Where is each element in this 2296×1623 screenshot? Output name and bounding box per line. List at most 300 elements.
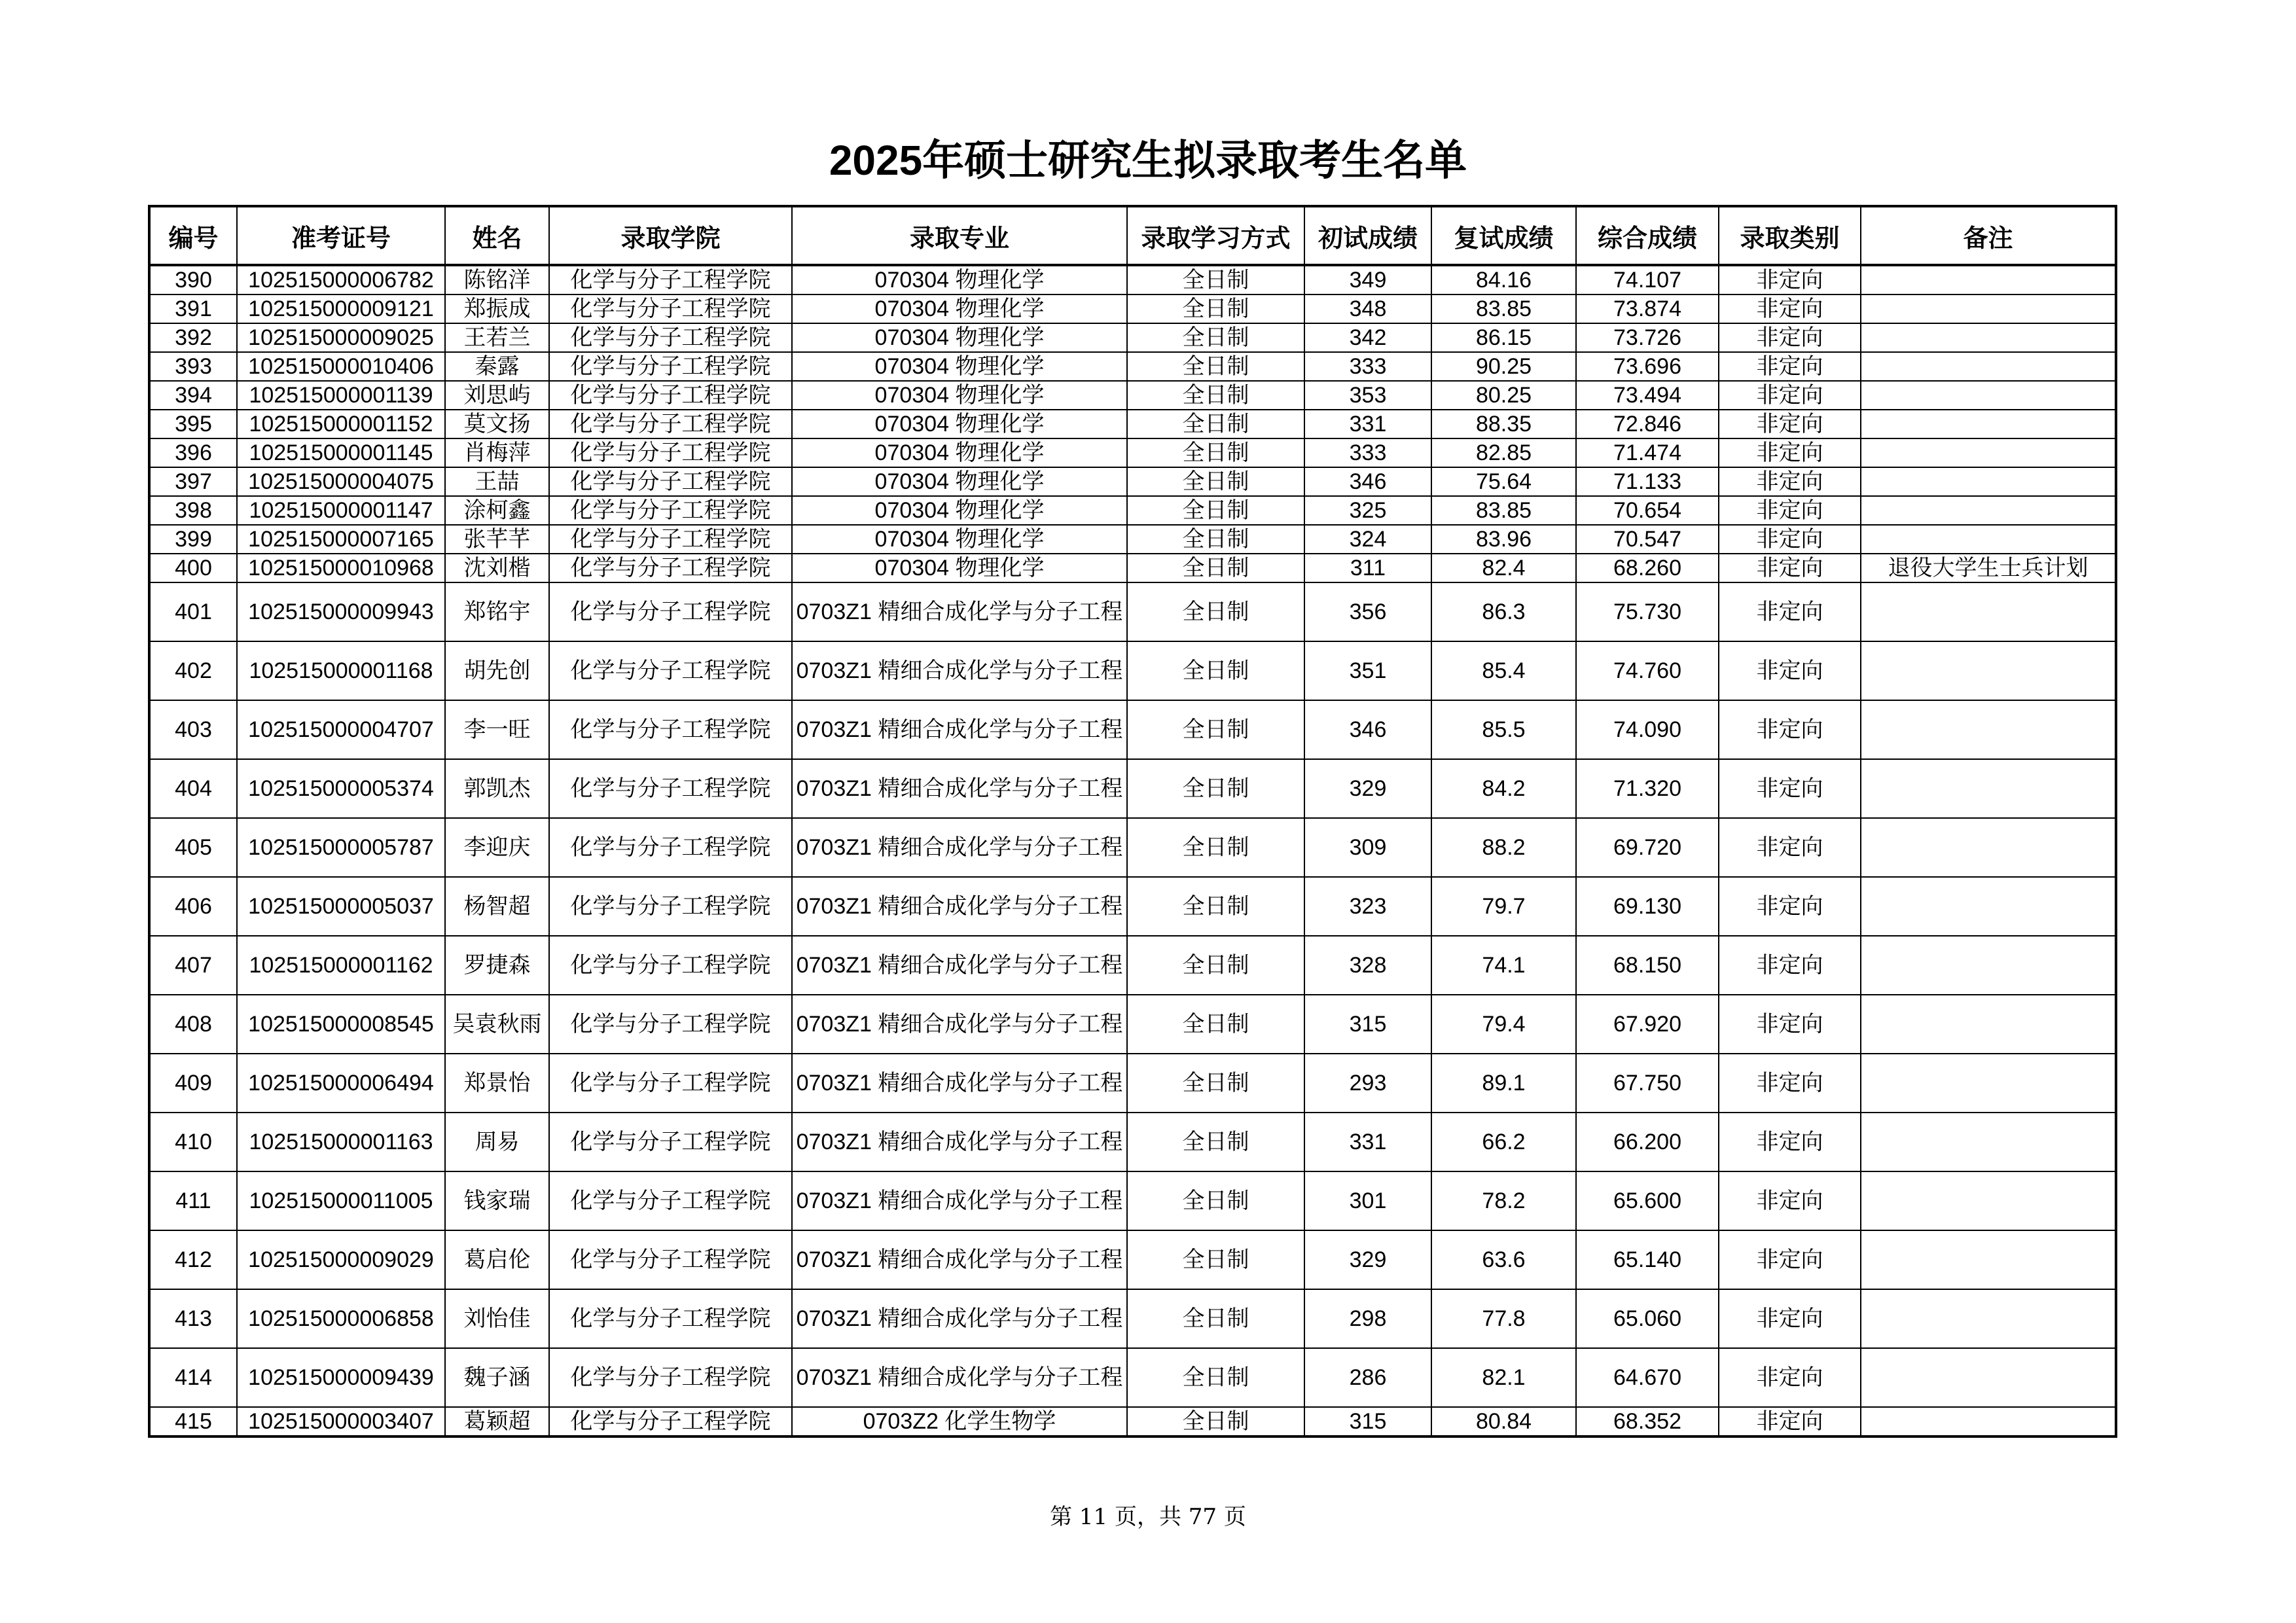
cell-note [1861,265,2116,294]
cell-study-mode: 全日制 [1127,1407,1304,1436]
table-row [149,1230,2116,1289]
cell-total-score: 71.133 [1576,467,1719,496]
cell-study-mode: 全日制 [1127,323,1304,352]
cell-name: 刘怡佳 [445,1289,549,1348]
cell-total-score: 65.140 [1576,1230,1719,1289]
cell-initial-score: 356 [1304,582,1431,641]
cell-total-score: 64.670 [1576,1348,1719,1407]
cell-name: 刘思屿 [445,381,549,410]
cell-no: 415 [149,1407,237,1436]
cell-total-score: 65.060 [1576,1289,1719,1348]
cell-total-score: 70.547 [1576,525,1719,554]
header-major: 录取专业 [792,206,1127,265]
table-row [149,525,2116,554]
cell-no: 394 [149,381,237,410]
cell-no: 400 [149,554,237,582]
cell-category: 非定向 [1719,323,1861,352]
table-row [149,496,2116,525]
cell-initial-score: 329 [1304,1230,1431,1289]
cell-no: 398 [149,496,237,525]
cell-study-mode: 全日制 [1127,877,1304,936]
table-row [149,381,2116,410]
cell-total-score: 71.474 [1576,438,1719,467]
cell-total-score: 74.107 [1576,265,1719,294]
cell-major: 0703Z1 精细合成化学与分子工程 [792,1054,1127,1113]
cell-major: 0703Z1 精细合成化学与分子工程 [792,818,1127,877]
cell-total-score: 67.750 [1576,1054,1719,1113]
cell-college: 化学与分子工程学院 [549,1289,792,1348]
header-category: 录取类别 [1719,206,1861,265]
cell-study-mode: 全日制 [1127,265,1304,294]
cell-study-mode: 全日制 [1127,294,1304,323]
cell-no: 413 [149,1289,237,1348]
cell-category: 非定向 [1719,877,1861,936]
cell-retest-score: 75.64 [1431,467,1576,496]
header-retest-score: 复试成绩 [1431,206,1576,265]
cell-initial-score: 315 [1304,1407,1431,1436]
cell-category: 非定向 [1719,554,1861,582]
cell-college: 化学与分子工程学院 [549,554,792,582]
cell-college: 化学与分子工程学院 [549,1407,792,1436]
cell-name: 李一旺 [445,700,549,759]
table-row [149,554,2116,582]
cell-major: 0703Z1 精细合成化学与分子工程 [792,759,1127,818]
cell-major: 0703Z1 精细合成化学与分子工程 [792,700,1127,759]
cell-total-score: 68.260 [1576,554,1719,582]
cell-category: 非定向 [1719,1348,1861,1407]
cell-no: 403 [149,700,237,759]
cell-study-mode: 全日制 [1127,410,1304,438]
cell-initial-score: 301 [1304,1171,1431,1230]
cell-note [1861,381,2116,410]
cell-college: 化学与分子工程学院 [549,995,792,1054]
cell-retest-score: 88.2 [1431,818,1576,877]
table-row [149,759,2116,818]
cell-study-mode: 全日制 [1127,1171,1304,1230]
cell-major: 070304 物理化学 [792,323,1127,352]
cell-college: 化学与分子工程学院 [549,936,792,995]
cell-study-mode: 全日制 [1127,641,1304,700]
cell-total-score: 73.874 [1576,294,1719,323]
cell-study-mode: 全日制 [1127,759,1304,818]
cell-note [1861,995,2116,1054]
header-exam-id: 准考证号 [237,206,445,265]
cell-exam-id: 102515000010406 [237,352,445,381]
cell-exam-id: 102515000009121 [237,294,445,323]
cell-note [1861,1230,2116,1289]
cell-category: 非定向 [1719,265,1861,294]
cell-retest-score: 79.7 [1431,877,1576,936]
table-row [149,877,2116,936]
cell-name: 郭凯杰 [445,759,549,818]
cell-name: 魏子涵 [445,1348,549,1407]
cell-note [1861,323,2116,352]
cell-category: 非定向 [1719,818,1861,877]
header-initial-score: 初试成绩 [1304,206,1431,265]
header-no: 编号 [149,206,237,265]
cell-no: 406 [149,877,237,936]
cell-major: 070304 物理化学 [792,438,1127,467]
cell-total-score: 68.150 [1576,936,1719,995]
cell-exam-id: 102515000009029 [237,1230,445,1289]
cell-category: 非定向 [1719,1171,1861,1230]
cell-study-mode: 全日制 [1127,1113,1304,1171]
cell-major: 0703Z1 精细合成化学与分子工程 [792,1113,1127,1171]
cell-note [1861,582,2116,641]
table-body [149,265,2116,1436]
cell-college: 化学与分子工程学院 [549,525,792,554]
cell-study-mode: 全日制 [1127,1289,1304,1348]
cell-study-mode: 全日制 [1127,554,1304,582]
cell-major: 070304 物理化学 [792,410,1127,438]
cell-college: 化学与分子工程学院 [549,759,792,818]
cell-total-score: 65.600 [1576,1171,1719,1230]
table-row [149,410,2116,438]
cell-category: 非定向 [1719,700,1861,759]
cell-initial-score: 315 [1304,995,1431,1054]
cell-note [1861,877,2116,936]
cell-major: 0703Z1 精细合成化学与分子工程 [792,877,1127,936]
cell-exam-id: 102515000003407 [237,1407,445,1436]
cell-no: 390 [149,265,237,294]
cell-exam-id: 102515000001162 [237,936,445,995]
cell-study-mode: 全日制 [1127,1348,1304,1407]
cell-study-mode: 全日制 [1127,438,1304,467]
cell-exam-id: 102515000009439 [237,1348,445,1407]
cell-college: 化学与分子工程学院 [549,1348,792,1407]
cell-exam-id: 102515000005787 [237,818,445,877]
cell-note [1861,1054,2116,1113]
cell-initial-score: 298 [1304,1289,1431,1348]
cell-name: 王若兰 [445,323,549,352]
cell-study-mode: 全日制 [1127,525,1304,554]
cell-major: 070304 物理化学 [792,265,1127,294]
cell-name: 莫文扬 [445,410,549,438]
cell-no: 411 [149,1171,237,1230]
cell-college: 化学与分子工程学院 [549,294,792,323]
header-college: 录取学院 [549,206,792,265]
cell-major: 0703Z1 精细合成化学与分子工程 [792,995,1127,1054]
cell-exam-id: 102515000005374 [237,759,445,818]
cell-total-score: 73.726 [1576,323,1719,352]
cell-category: 非定向 [1719,1289,1861,1348]
cell-total-score: 69.130 [1576,877,1719,936]
cell-initial-score: 293 [1304,1054,1431,1113]
cell-no: 414 [149,1348,237,1407]
cell-category: 非定向 [1719,525,1861,554]
cell-retest-score: 84.16 [1431,265,1576,294]
cell-note [1861,759,2116,818]
cell-college: 化学与分子工程学院 [549,700,792,759]
cell-category: 非定向 [1719,381,1861,410]
cell-no: 407 [149,936,237,995]
cell-retest-score: 86.15 [1431,323,1576,352]
cell-total-score: 71.320 [1576,759,1719,818]
table-row [149,700,2116,759]
cell-total-score: 70.654 [1576,496,1719,525]
cell-initial-score: 324 [1304,525,1431,554]
cell-retest-score: 63.6 [1431,1230,1576,1289]
table-row [149,1054,2116,1113]
cell-study-mode: 全日制 [1127,1054,1304,1113]
cell-retest-score: 82.1 [1431,1348,1576,1407]
cell-name: 沈刘楷 [445,554,549,582]
cell-retest-score: 80.25 [1431,381,1576,410]
cell-college: 化学与分子工程学院 [549,1230,792,1289]
cell-name: 秦露 [445,352,549,381]
cell-major: 0703Z1 精细合成化学与分子工程 [792,1348,1127,1407]
cell-college: 化学与分子工程学院 [549,323,792,352]
table-row [149,265,2116,294]
header-name: 姓名 [445,206,549,265]
cell-note [1861,467,2116,496]
header-total-score: 综合成绩 [1576,206,1719,265]
cell-exam-id: 102515000006494 [237,1054,445,1113]
cell-college: 化学与分子工程学院 [549,467,792,496]
cell-no: 392 [149,323,237,352]
cell-study-mode: 全日制 [1127,995,1304,1054]
cell-retest-score: 85.4 [1431,641,1576,700]
cell-college: 化学与分子工程学院 [549,496,792,525]
cell-name: 郑铭宇 [445,582,549,641]
cell-no: 396 [149,438,237,467]
cell-category: 非定向 [1719,582,1861,641]
cell-retest-score: 74.1 [1431,936,1576,995]
cell-exam-id: 102515000011005 [237,1171,445,1230]
cell-no: 412 [149,1230,237,1289]
cell-name: 郑景怡 [445,1054,549,1113]
cell-major: 070304 物理化学 [792,467,1127,496]
cell-retest-score: 83.96 [1431,525,1576,554]
cell-category: 非定向 [1719,1054,1861,1113]
cell-major: 0703Z1 精细合成化学与分子工程 [792,641,1127,700]
table-row [149,438,2116,467]
cell-study-mode: 全日制 [1127,818,1304,877]
cell-retest-score: 83.85 [1431,496,1576,525]
table-row [149,1407,2116,1436]
table-row [149,936,2116,995]
cell-major: 0703Z1 精细合成化学与分子工程 [792,582,1127,641]
cell-name: 周易 [445,1113,549,1171]
table-row [149,352,2116,381]
cell-retest-score: 66.2 [1431,1113,1576,1171]
cell-initial-score: 348 [1304,294,1431,323]
cell-name: 罗捷森 [445,936,549,995]
cell-college: 化学与分子工程学院 [549,410,792,438]
cell-college: 化学与分子工程学院 [549,1054,792,1113]
cell-total-score: 73.494 [1576,381,1719,410]
cell-study-mode: 全日制 [1127,467,1304,496]
cell-study-mode: 全日制 [1127,936,1304,995]
cell-note [1861,496,2116,525]
cell-retest-score: 89.1 [1431,1054,1576,1113]
cell-retest-score: 82.85 [1431,438,1576,467]
cell-major: 0703Z1 精细合成化学与分子工程 [792,1289,1127,1348]
cell-initial-score: 353 [1304,381,1431,410]
cell-note [1861,352,2116,381]
cell-major: 0703Z1 精细合成化学与分子工程 [792,1230,1127,1289]
cell-note [1861,525,2116,554]
cell-major: 070304 物理化学 [792,381,1127,410]
cell-exam-id: 102515000001147 [237,496,445,525]
cell-initial-score: 333 [1304,352,1431,381]
cell-college: 化学与分子工程学院 [549,381,792,410]
page-footer: 第 11 页，共 77 页 [1050,1504,1246,1530]
cell-no: 410 [149,1113,237,1171]
cell-exam-id: 102515000004075 [237,467,445,496]
cell-exam-id: 102515000006858 [237,1289,445,1348]
cell-study-mode: 全日制 [1127,1230,1304,1289]
cell-initial-score: 346 [1304,700,1431,759]
cell-category: 非定向 [1719,438,1861,467]
cell-college: 化学与分子工程学院 [549,265,792,294]
cell-college: 化学与分子工程学院 [549,582,792,641]
cell-college: 化学与分子工程学院 [549,818,792,877]
cell-name: 陈铭洋 [445,265,549,294]
cell-note [1861,1289,2116,1348]
cell-initial-score: 331 [1304,1113,1431,1171]
cell-total-score: 69.720 [1576,818,1719,877]
cell-category: 非定向 [1719,294,1861,323]
cell-name: 张芊芊 [445,525,549,554]
cell-major: 070304 物理化学 [792,554,1127,582]
cell-exam-id: 102515000009943 [237,582,445,641]
cell-college: 化学与分子工程学院 [549,1113,792,1171]
cell-exam-id: 102515000006782 [237,265,445,294]
cell-no: 408 [149,995,237,1054]
cell-retest-score: 84.2 [1431,759,1576,818]
cell-exam-id: 102515000001145 [237,438,445,467]
cell-major: 070304 物理化学 [792,496,1127,525]
cell-major: 0703Z1 精细合成化学与分子工程 [792,936,1127,995]
table-row [149,818,2116,877]
table-row [149,323,2116,352]
cell-major: 070304 物理化学 [792,525,1127,554]
cell-retest-score: 79.4 [1431,995,1576,1054]
header-note: 备注 [1861,206,2116,265]
cell-name: 涂柯鑫 [445,496,549,525]
cell-name: 杨智超 [445,877,549,936]
cell-note: 退役大学生士兵计划 [1861,554,2116,582]
cell-initial-score: 325 [1304,496,1431,525]
cell-exam-id: 102515000001152 [237,410,445,438]
cell-exam-id: 102515000009025 [237,323,445,352]
table-row [149,1113,2116,1171]
cell-study-mode: 全日制 [1127,381,1304,410]
cell-retest-score: 85.5 [1431,700,1576,759]
cell-name: 王喆 [445,467,549,496]
cell-college: 化学与分子工程学院 [549,352,792,381]
cell-study-mode: 全日制 [1127,352,1304,381]
cell-initial-score: 346 [1304,467,1431,496]
cell-name: 葛颖超 [445,1407,549,1436]
cell-no: 405 [149,818,237,877]
page-title: 2025年硕士研究生拟录取考生名单 [829,137,1467,184]
cell-major: 070304 物理化学 [792,294,1127,323]
cell-note [1861,294,2116,323]
cell-category: 非定向 [1719,496,1861,525]
cell-no: 399 [149,525,237,554]
cell-note [1861,1407,2116,1436]
cell-total-score: 66.200 [1576,1113,1719,1171]
cell-category: 非定向 [1719,995,1861,1054]
cell-no: 401 [149,582,237,641]
cell-initial-score: 309 [1304,818,1431,877]
cell-major: 070304 物理化学 [792,352,1127,381]
cell-exam-id: 102515000004707 [237,700,445,759]
cell-college: 化学与分子工程学院 [549,438,792,467]
cell-category: 非定向 [1719,1407,1861,1436]
cell-name: 吴袁秋雨 [445,995,549,1054]
cell-total-score: 73.696 [1576,352,1719,381]
table-row [149,641,2116,700]
cell-exam-id: 102515000001139 [237,381,445,410]
cell-major: 0703Z1 精细合成化学与分子工程 [792,1171,1127,1230]
cell-retest-score: 82.4 [1431,554,1576,582]
cell-total-score: 68.352 [1576,1407,1719,1436]
cell-exam-id: 102515000001163 [237,1113,445,1171]
cell-note [1861,818,2116,877]
cell-note [1861,936,2116,995]
cell-category: 非定向 [1719,1113,1861,1171]
cell-major: 0703Z2 化学生物学 [792,1407,1127,1436]
cell-name: 胡先创 [445,641,549,700]
cell-name: 李迎庆 [445,818,549,877]
table-header-row [149,206,2116,265]
cell-exam-id: 102515000008545 [237,995,445,1054]
cell-retest-score: 88.35 [1431,410,1576,438]
cell-study-mode: 全日制 [1127,582,1304,641]
cell-no: 397 [149,467,237,496]
table-row [149,1289,2116,1348]
cell-college: 化学与分子工程学院 [549,1171,792,1230]
cell-initial-score: 311 [1304,554,1431,582]
cell-category: 非定向 [1719,352,1861,381]
admission-table [148,205,2117,1438]
cell-retest-score: 90.25 [1431,352,1576,381]
cell-category: 非定向 [1719,1230,1861,1289]
cell-category: 非定向 [1719,410,1861,438]
cell-initial-score: 333 [1304,438,1431,467]
cell-initial-score: 351 [1304,641,1431,700]
cell-retest-score: 86.3 [1431,582,1576,641]
cell-initial-score: 328 [1304,936,1431,995]
cell-name: 钱家瑞 [445,1171,549,1230]
cell-note [1861,1113,2116,1171]
cell-exam-id: 102515000001168 [237,641,445,700]
table-row [149,467,2116,496]
table-row [149,294,2116,323]
cell-initial-score: 342 [1304,323,1431,352]
cell-retest-score: 77.8 [1431,1289,1576,1348]
table-row [149,582,2116,641]
cell-note [1861,1171,2116,1230]
cell-category: 非定向 [1719,641,1861,700]
cell-total-score: 72.846 [1576,410,1719,438]
cell-no: 402 [149,641,237,700]
cell-initial-score: 323 [1304,877,1431,936]
header-study-mode: 录取学习方式 [1127,206,1304,265]
cell-no: 395 [149,410,237,438]
cell-total-score: 67.920 [1576,995,1719,1054]
table-row [149,1171,2116,1230]
cell-no: 391 [149,294,237,323]
cell-category: 非定向 [1719,759,1861,818]
cell-category: 非定向 [1719,936,1861,995]
cell-note [1861,641,2116,700]
cell-exam-id: 102515000007165 [237,525,445,554]
cell-no: 393 [149,352,237,381]
